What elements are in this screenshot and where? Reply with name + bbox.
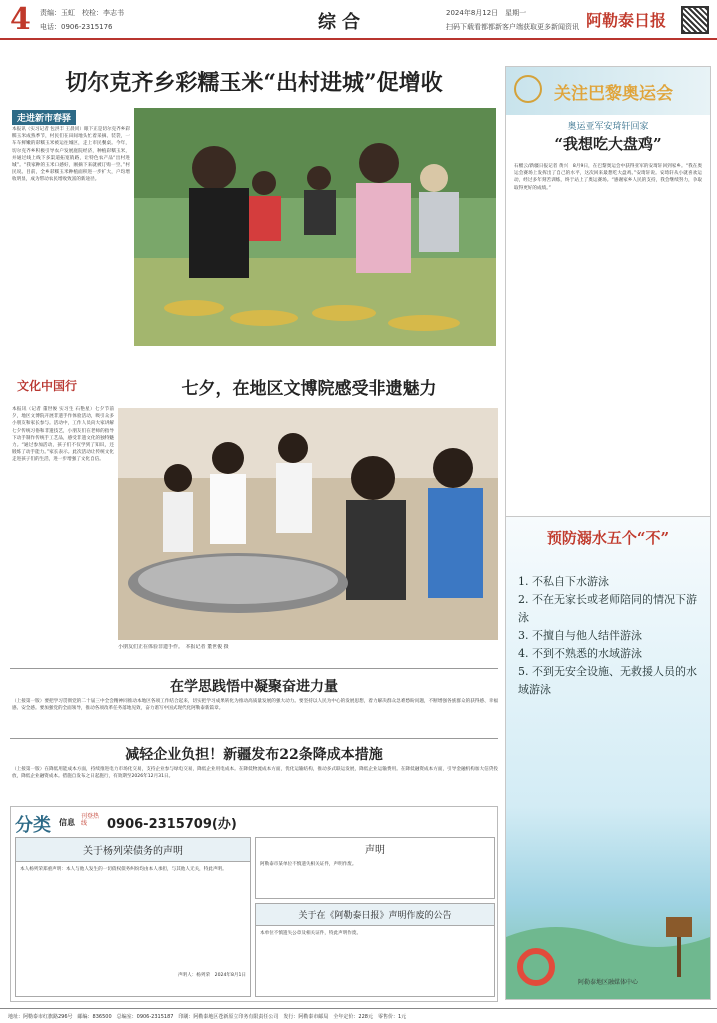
notice-3 xyxy=(255,903,495,997)
article3-body: （上接第一版）要把学习贯彻党的二十届三中全会精神同推动本地区各项工作结合起来，切实把学习成果转化为推动高质量发展的强大动力。要坚持以人民为中心的发展思想，着力解决群众急难愁盼问题，不断增强各族群众的获得感、幸福感、安全感。要加强党的全面领导，推动各项改革任务落地见效，奋力谱写中国式现代化阿勒泰新篇章。 xyxy=(12,699,498,712)
article2-title: 七夕，在地区文博院感受非遗魅力 xyxy=(181,379,437,399)
notice-1-sign: 声明人：杨列荣 2024年8月1日 xyxy=(177,973,246,978)
sidebar1-subheading: 奥运亚军安琦轩回家 xyxy=(567,122,649,132)
rule-1: 1. 不私自下水游泳 xyxy=(518,575,609,588)
rule-5: 5. 不到无安全设施、无救援人员的水域游泳 xyxy=(518,665,697,696)
page-header xyxy=(0,0,717,40)
header-note: 扫码下载看都都新客户端获取更多新闻资讯 xyxy=(446,23,579,31)
sidebar2-credit: 阿勒泰地区融媒体中心 xyxy=(577,979,638,986)
article1-tag: 走进新市春驿 xyxy=(12,110,76,125)
sidebar2-title: 预防溺水五个“不” xyxy=(546,529,670,547)
article2-photo xyxy=(118,408,498,640)
sidebar1-title: “我想吃大盘鸡” xyxy=(554,135,662,153)
rules-list xyxy=(518,573,702,699)
article1-photo xyxy=(134,108,496,346)
notice-1 xyxy=(15,837,251,997)
notice-1-body: 本人杨列荣郑重声明：本人与他人发生的一切债权债务纠纷均由本人承担，与其他人无关，特此声明。 xyxy=(20,867,227,872)
hotline-label: 刊登热线 xyxy=(81,813,100,827)
page-footer: 地址：阿勒泰市红旗路296号 邮编：836500 总编室：0906-2315187 印刷：阿勒泰地区苍新原立印务有限责任公司 发行：阿勒泰市邮局 全年定价：228元 零售价：1元 xyxy=(0,1008,717,1023)
notice-2 xyxy=(255,837,495,899)
article1-title: 切尔克齐乡彩糯玉米“出村进城”促增收 xyxy=(65,70,443,96)
page-number: 4 xyxy=(10,2,31,37)
notice-2-body: 阿勒泰市某单位不慎遗失相关证件，声明作废。 xyxy=(260,862,357,867)
sidebar1-body: 石榴云/新疆日报记者 黄兴 8月9日，在巴黎奥运会中获得亚军的安琦轩回到家乡。“我在奥运会赛场上发挥出了自己的水平，这次回来最想吃大盘鸡。”安琦轩说。安琦轩从小就喜欢运动，经过多年刻苦训练，终于站上了奥运赛场。“感谢家乡人民的支持，我会继续努力，争取取得更好的成绩。” xyxy=(514,164,702,191)
qr-code-icon[interactable] xyxy=(681,6,709,34)
article4-body: （上接第一版）在降低用能成本方面，持续推进电力市场化交易，支持企业参与绿电交易，降低企业用电成本。在降低物流成本方面，优化运输结构，推动多式联运发展，降低企业运输费用。在降低融资成本方面，引导金融机构加大信贷投放，降低企业融资成本。措施自发布之日起施行，有效期至2026年12月31日。 xyxy=(12,767,498,780)
rule-2: 2. 不在无家长或老师陪同的情况下游泳 xyxy=(518,593,697,624)
section-title: 综合 xyxy=(318,12,366,33)
divider xyxy=(10,668,498,669)
article1-body: 本报讯（实习记者 包洪丰 王晨同）眼下正是切尔克齐乡彩糯玉米成熟季节，村民们在田间地头忙着采摘、装袋，一车车鲜嫩的彩糯玉米被运往城区，走上市民餐桌。今年，切尔克齐乡积极引导农户发展庭院经济，种植彩糯玉米，并通过线上线下多渠道拓宽销路，让特色农产品“出村进城”。“我家种的玉米口感好，刚摘下来就被订购一空。”村民说。目前，全乡彩糯玉米种植面积进一步扩大，户均增收明显，成为带动农民增收致富的新途径。 xyxy=(12,127,130,183)
issue-date: 2024年8月12日 星期一 xyxy=(446,9,527,17)
classified-section xyxy=(10,806,498,1002)
olympics-banner xyxy=(506,67,710,115)
divider xyxy=(10,738,498,739)
rule-4: 4. 不到不熟悉的水域游泳 xyxy=(518,647,642,660)
article2-body: 本报讯（记者 董世俊 实习生 石艳星）七夕节前夕，地区文博院开展非遗手作体验活动，吸引众多小朋友和家长参与。活动中，工作人员向大家讲解七夕传统习俗和非遗技艺，小朋友们在老师的指导下动手制作传统手工艺品，感受非遗文化的独特魅力。“通过参加活动，孩子们不仅学到了知识，还锻炼了动手能力。”家长表示。此次活动让传统文化走进孩子们的生活，进一步增强了文化自信。 xyxy=(12,407,114,463)
article4-title: 减轻企业负担！新疆发布22条降成本措施 xyxy=(125,747,383,763)
editor-info: 责编：玉虹 校检：李志书 xyxy=(40,9,124,17)
olympics-logo-icon xyxy=(514,75,542,103)
newspaper-logo: 阿勒泰日报 xyxy=(586,11,667,30)
classified-title: 分类 xyxy=(15,815,51,836)
banner-text: 关注巴黎奥运会 xyxy=(554,84,673,104)
editor-phone: 电话：0906-2315176 xyxy=(40,23,113,31)
article2-tag: 文化中国行 xyxy=(12,376,82,395)
notice-2-title: 声明 xyxy=(365,845,385,856)
sidebar-drowning xyxy=(505,516,711,1000)
article2-caption: 小朋友们正在体验非遗手作。 本报记者 董世俊 摄 xyxy=(118,644,229,650)
hotline-phone: 0906-2315709(办) xyxy=(107,817,237,832)
classified-subtitle: 信息 xyxy=(59,818,75,827)
notice-3-body: 本单位不慎遗失公章及相关证件，特此声明作废。 xyxy=(260,931,362,936)
article3-title: 在学思践悟中凝聚奋进力量 xyxy=(170,679,338,695)
notice-3-title: 关于在《阿勒泰日报》声明作废的公告 xyxy=(256,904,494,926)
rule-3: 3. 不擅自与他人结伴游泳 xyxy=(518,629,642,642)
sidebar-olympics xyxy=(505,66,711,532)
notice-1-title: 关于杨列荣债务的声明 xyxy=(16,838,250,862)
